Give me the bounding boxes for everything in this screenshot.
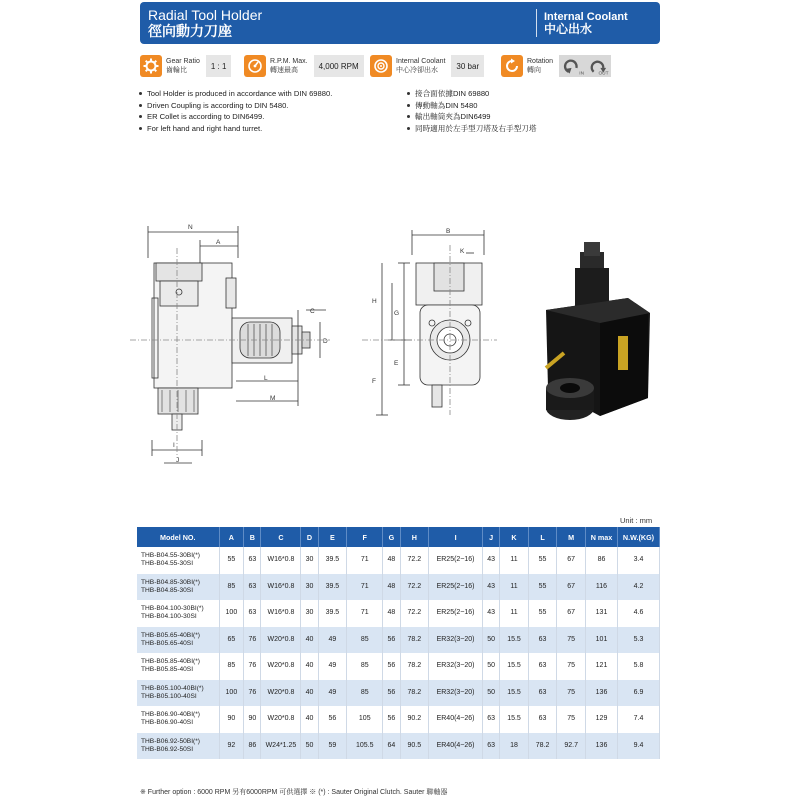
table-cell: 76 [244,653,261,680]
table-cell: 3.4 [618,547,660,574]
table-cell: 63 [244,574,261,601]
table-cell: 86 [244,733,261,760]
table-cell: 49 [318,653,347,680]
dim-label-d: D [323,338,328,345]
table-cell: 63 [528,653,557,680]
model-number: THB-B05.85-40BI(*) [141,658,200,666]
table-cell: 72.2 [400,600,429,627]
spec-label: Internal Coolant 中心冷卻出水 [396,58,446,74]
table-cell: 71 [347,547,383,574]
rpm-icon [244,55,266,77]
table-cell: 55 [219,547,244,574]
table-cell: W16*0.8 [261,547,301,574]
table-cell: 11 [500,600,529,627]
coolant-title-zh: 中心出水 [544,22,593,36]
table-cell: 90.2 [400,706,429,733]
unit-label: Unit : mm [620,516,653,525]
table-cell: 55 [528,574,557,601]
table-cell: 30 [301,547,318,574]
table-cell: 100 [219,600,244,627]
table-cell: 40 [301,706,318,733]
table-cell: 72.2 [400,574,429,601]
table-cell: 56 [383,653,400,680]
model-number-cell [137,600,219,627]
dim-label-g: G [394,310,400,317]
table-cell: 5.8 [618,653,660,680]
table-row [137,600,660,627]
spec-value: 1 : 1 [206,55,232,77]
col-header: K [500,527,529,547]
dim-label-b: B [446,228,451,235]
spec-rpm [244,52,364,80]
spec-rotation [501,52,611,80]
table-cell: 15.5 [500,706,529,733]
table-cell: 92 [219,733,244,760]
table-cell: 15.5 [500,680,529,707]
table-cell: W16*0.8 [261,600,301,627]
col-header: N.W.(KG) [618,527,660,547]
model-number: THB-B04.100-30BI(*) [141,605,204,613]
table-cell: ER40(4~26) [429,733,483,760]
col-header: L [528,527,557,547]
table-cell: 5.3 [618,627,660,654]
model-number: THB-B04.85-30BI(*) [141,578,200,586]
table-cell: 48 [383,574,400,601]
spec-value: 30 bar [451,55,484,77]
model-number-alt: THB-B06.92-50SI [141,745,194,753]
table-cell: 43 [483,547,500,574]
table-cell: ER32(3~20) [429,653,483,680]
table-cell: 6.9 [618,680,660,707]
table-cell: 11 [500,547,529,574]
col-header: G [383,527,400,547]
coolant-icon [370,55,392,77]
dim-label-n: N [188,224,193,231]
col-header: J [483,527,500,547]
table-cell: 56 [383,627,400,654]
table-cell: W24*1.25 [261,733,301,760]
table-cell: ER32(3~20) [429,680,483,707]
table-cell: 78.2 [400,680,429,707]
table-cell: 71 [347,600,383,627]
table-cell: 86 [586,547,618,574]
col-header: M [557,527,586,547]
table-cell: 67 [557,600,586,627]
model-number-cell [137,680,219,707]
table-cell: ER25(2~16) [429,547,483,574]
rotation-in-label: IN [579,71,585,76]
table-cell: 39.5 [318,547,347,574]
header-banner [140,2,660,44]
list-item: Tool Holder is produced in accordance with DIN 69880. [138,88,332,100]
table-cell: 56 [318,706,347,733]
footnote: ※ Further option : 6000 RPM 另有6000RPM 可供選擇 ※ (*) : Sauter Original Clutch. Sauter 聯軸器 [140,789,448,796]
table-cell: 4.2 [618,574,660,601]
table-cell: W20*0.8 [261,706,301,733]
dim-label-h: H [372,298,377,305]
page-title: Radial Tool Holder [148,7,263,23]
table-cell: 85 [347,653,383,680]
table-cell: 76 [244,680,261,707]
model-number-cell [137,547,219,574]
table-cell: 85 [347,627,383,654]
table-cell: ER40(4~26) [429,706,483,733]
table-cell: 30 [301,600,318,627]
table-cell: 55 [528,547,557,574]
table-row [137,653,660,680]
table-cell: 136 [586,733,618,760]
table-cell: 63 [528,706,557,733]
front-view-drawing [362,225,502,420]
table-cell: 50 [483,653,500,680]
dim-label-l: L [264,375,268,382]
table-cell: 49 [318,680,347,707]
model-number-cell [137,653,219,680]
table-cell: 75 [557,680,586,707]
table-cell: 63 [244,547,261,574]
col-header: H [400,527,429,547]
spec-label: Rotation 轉向 [527,58,554,74]
table-cell: W16*0.8 [261,574,301,601]
table-cell: 129 [586,706,618,733]
table-cell: 30 [301,574,318,601]
list-item: For left hand and right hand turret. [138,123,332,135]
table-cell: 105 [347,706,383,733]
col-header: E [318,527,347,547]
table-cell: 92.7 [557,733,586,760]
table-cell: 90 [244,706,261,733]
table-cell: 9.4 [618,733,660,760]
model-number: THB-B05.100-40BI(*) [141,684,204,692]
dim-label-m: M [270,395,276,402]
table-cell: 100 [219,680,244,707]
table-cell: 59 [318,733,347,760]
table-cell: 43 [483,600,500,627]
gear-icon [140,55,162,77]
table-cell: 85 [347,680,383,707]
feature-list-en [138,88,332,134]
col-header: I [429,527,483,547]
dim-label-c: C [310,308,315,315]
table-cell: ER32(3~20) [429,627,483,654]
dim-label-a: A [216,239,221,246]
table-cell: W20*0.8 [261,680,301,707]
table-row [137,574,660,601]
table-cell: 7.4 [618,706,660,733]
table-header-row [137,527,660,547]
table-cell: 85 [219,653,244,680]
table-cell: 121 [586,653,618,680]
spec-gear-ratio [140,52,231,80]
coolant-title: Internal Coolant [544,11,628,23]
table-cell: 67 [557,547,586,574]
col-header: A [219,527,244,547]
dim-label-j: J [176,457,180,464]
table-cell: W20*0.8 [261,653,301,680]
model-number-cell [137,574,219,601]
model-number-cell [137,627,219,654]
table-cell: 90.5 [400,733,429,760]
table-cell: 56 [383,706,400,733]
table-cell: 90 [219,706,244,733]
spec-label: Gear Ratio 齒輪比 [166,58,200,74]
table-cell: 15.5 [500,653,529,680]
table-cell: 78.2 [400,627,429,654]
table-cell: 39.5 [318,574,347,601]
rotation-direction-icons [559,55,611,77]
table-cell: 39.5 [318,600,347,627]
table-cell: 11 [500,574,529,601]
table-cell: 136 [586,680,618,707]
side-view-drawing [130,218,345,468]
table-cell: ER25(2~16) [429,574,483,601]
table-cell: 56 [383,680,400,707]
spec-label: R.P.M. Max. 轉速最高 [270,58,308,74]
table-cell: 50 [483,627,500,654]
table-cell: 50 [301,733,318,760]
dim-label-e: E [394,360,399,367]
page-title-zh: 徑向動力刀座 [148,23,232,39]
list-item: 接合面依據DIN 69880 [406,88,537,100]
list-item: 輸出軸筒夾為DIN6499 [406,111,537,123]
table-row [137,680,660,707]
model-number-alt: THB-B04.85-30SI [141,586,194,594]
col-header: Model NO. [137,527,219,547]
table-row [137,706,660,733]
col-header: N max [586,527,618,547]
model-number-alt: THB-B06.90-40SI [141,719,194,727]
table-cell: 50 [483,680,500,707]
coolant-block [544,11,628,36]
model-number-alt: THB-B04.100-30SI [141,613,197,621]
feature-list-zh [406,88,537,134]
table-cell: 63 [483,733,500,760]
model-number: THB-B06.92-50BI(*) [141,737,200,745]
table-cell: 40 [301,653,318,680]
table-cell: 105.5 [347,733,383,760]
table-cell: 40 [301,680,318,707]
list-item: 傳動軸為DIN 5480 [406,100,537,112]
model-number: THB-B06.90-40BI(*) [141,711,200,719]
table-cell: 65 [219,627,244,654]
rotation-icon [501,55,523,77]
dim-label-f: F [372,378,376,385]
model-number-cell [137,706,219,733]
col-header: F [347,527,383,547]
table-cell: 78.2 [400,653,429,680]
col-header: C [261,527,301,547]
table-row [137,733,660,760]
list-item: 同時適用於左手型刀塔及右手型刀塔 [406,123,537,135]
table-cell: 40 [301,627,318,654]
table-cell: 18 [500,733,529,760]
model-number-alt: THB-B04.55-30SI [141,560,194,568]
table-cell: 49 [318,627,347,654]
table-cell: 48 [383,547,400,574]
model-number: THB-B05.65-40BI(*) [141,631,200,639]
title-block [148,7,262,39]
spec-table [137,527,660,759]
table-row [137,627,660,654]
table-cell: 63 [244,600,261,627]
list-item: Driven Coupling is according to DIN 5480. [138,100,332,112]
table-cell: 131 [586,600,618,627]
model-number-alt: THB-B05.85-40SI [141,666,194,674]
model-number: THB-B04.55-30BI(*) [141,552,200,560]
table-cell: ER25(2~16) [429,600,483,627]
table-cell: 85 [219,574,244,601]
table-cell: 116 [586,574,618,601]
list-item: ER Collet is according to DIN6499. [138,111,332,123]
model-number-alt: THB-B05.100-40SI [141,692,197,700]
table-cell: 75 [557,627,586,654]
table-cell: 15.5 [500,627,529,654]
table-cell: 63 [528,627,557,654]
product-photo [518,238,668,438]
table-row [137,547,660,574]
col-header: B [244,527,261,547]
table-cell: 63 [483,706,500,733]
spec-coolant [370,52,484,80]
table-cell: 43 [483,574,500,601]
table-cell: 63 [528,680,557,707]
dim-label-i: I [173,442,175,449]
model-number-cell [137,733,219,760]
table-cell: 76 [244,627,261,654]
col-header: D [301,527,318,547]
table-cell: 67 [557,574,586,601]
table-cell: 71 [347,574,383,601]
model-number-alt: THB-B05.65-40SI [141,639,194,647]
table-cell: 55 [528,600,557,627]
banner-divider [536,9,537,37]
table-cell: 4.6 [618,600,660,627]
rotation-out-label: OUT [598,71,609,76]
table-cell: 75 [557,653,586,680]
table-cell: 101 [586,627,618,654]
table-cell: W20*0.8 [261,627,301,654]
table-cell: 48 [383,600,400,627]
table-cell: 78.2 [528,733,557,760]
spec-value: 4,000 RPM [314,55,364,77]
dim-label-k: K [460,248,465,255]
table-cell: 64 [383,733,400,760]
table-cell: 75 [557,706,586,733]
table-cell: 72.2 [400,547,429,574]
